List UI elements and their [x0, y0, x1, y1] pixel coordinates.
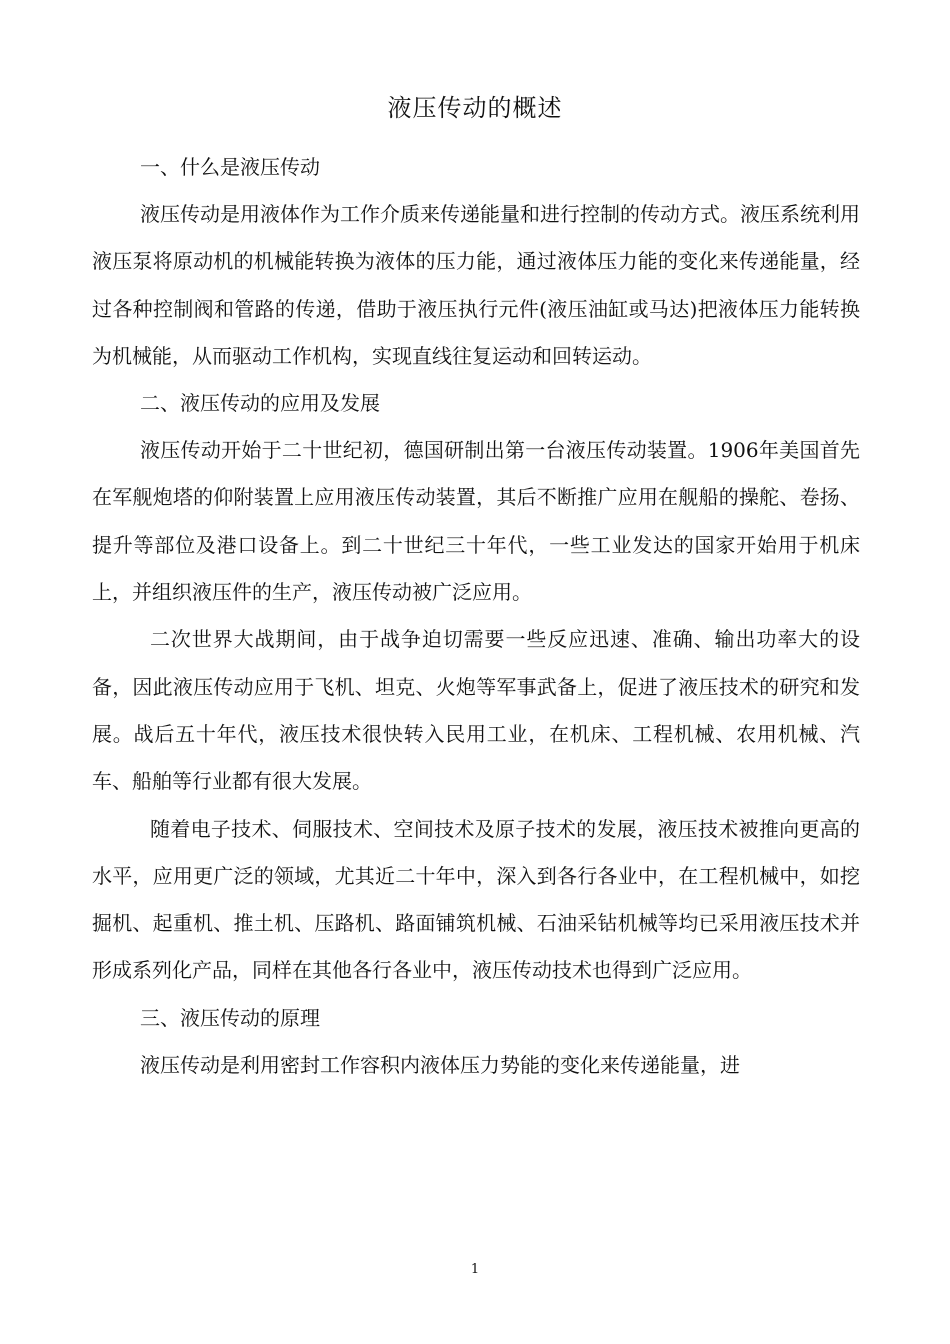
section-heading-1: 一、什么是液压传动 [140, 155, 320, 179]
section-2-paragraph-1: 液压传动开始于二十世纪初，德国研制出第一台液压传动装置。1906年美国首先在军舰炮塔的仰附装置上应用液压传动装置，其后不断推广应用在舰船的操舵、卷扬、提升等部位及港口设备上。到二十世纪三十年代，一些工业发达的国家开始用于机床上，并组织液压件的生产，液压传动被广泛应用。 [92, 438, 860, 605]
section-heading-3: 三、液压传动的原理 [140, 1005, 320, 1030]
section-1-paragraph-1: 液压传动是用液体作为工作介质来传递能量和进行控制的传动方式。液压系统利用液压泵将原动机的机械能转换为液体的压力能，通过液体压力能的变化来传递能量，经过各种控制阀和管路的传递，借助于液压执行元件(液压油缸或马达)把液体压力能转换为机械能，从而驱动工作机构，实现直线往复运动和回转运动。 [92, 202, 860, 368]
document-title: 液压传动的概述 [387, 94, 563, 122]
section-heading-2: 二、液压传动的应用及发展 [140, 391, 380, 416]
section-2-paragraph-3: 随着电子技术、伺服技术、空间技术及原子技术的发展，液压技术被推向更高的水平，应用更广泛的领域，尤其近二十年中，深入到各行各业中，在工程机械中，如挖掘机、起重机、推土机、压路机、路面铺筑机械、石油采钻机械等均已采用液压技术并形成系列化产品，同样在其他各行各业中，液压传动技术也得到广泛应用。 [92, 816, 860, 983]
page-number: 1 [470, 1262, 480, 1277]
section-3-paragraph-1: 液压传动是利用密封工作容积内液体压力势能的变化来传递能量，进 [140, 1052, 740, 1077]
section-2-paragraph-2: 二次世界大战期间，由于战争迫切需要一些反应迅速、准确、输出功率大的设备，因此液压传动应用于飞机、坦克、火炮等军事武备上，促进了液压技术的研究和发展。战后五十年代，液压技术很快转入民用工业，在机床、工程机械、农用机械、汽车、船舶等行业都有很大发展。 [92, 627, 860, 794]
document-body [92, 144, 860, 1089]
